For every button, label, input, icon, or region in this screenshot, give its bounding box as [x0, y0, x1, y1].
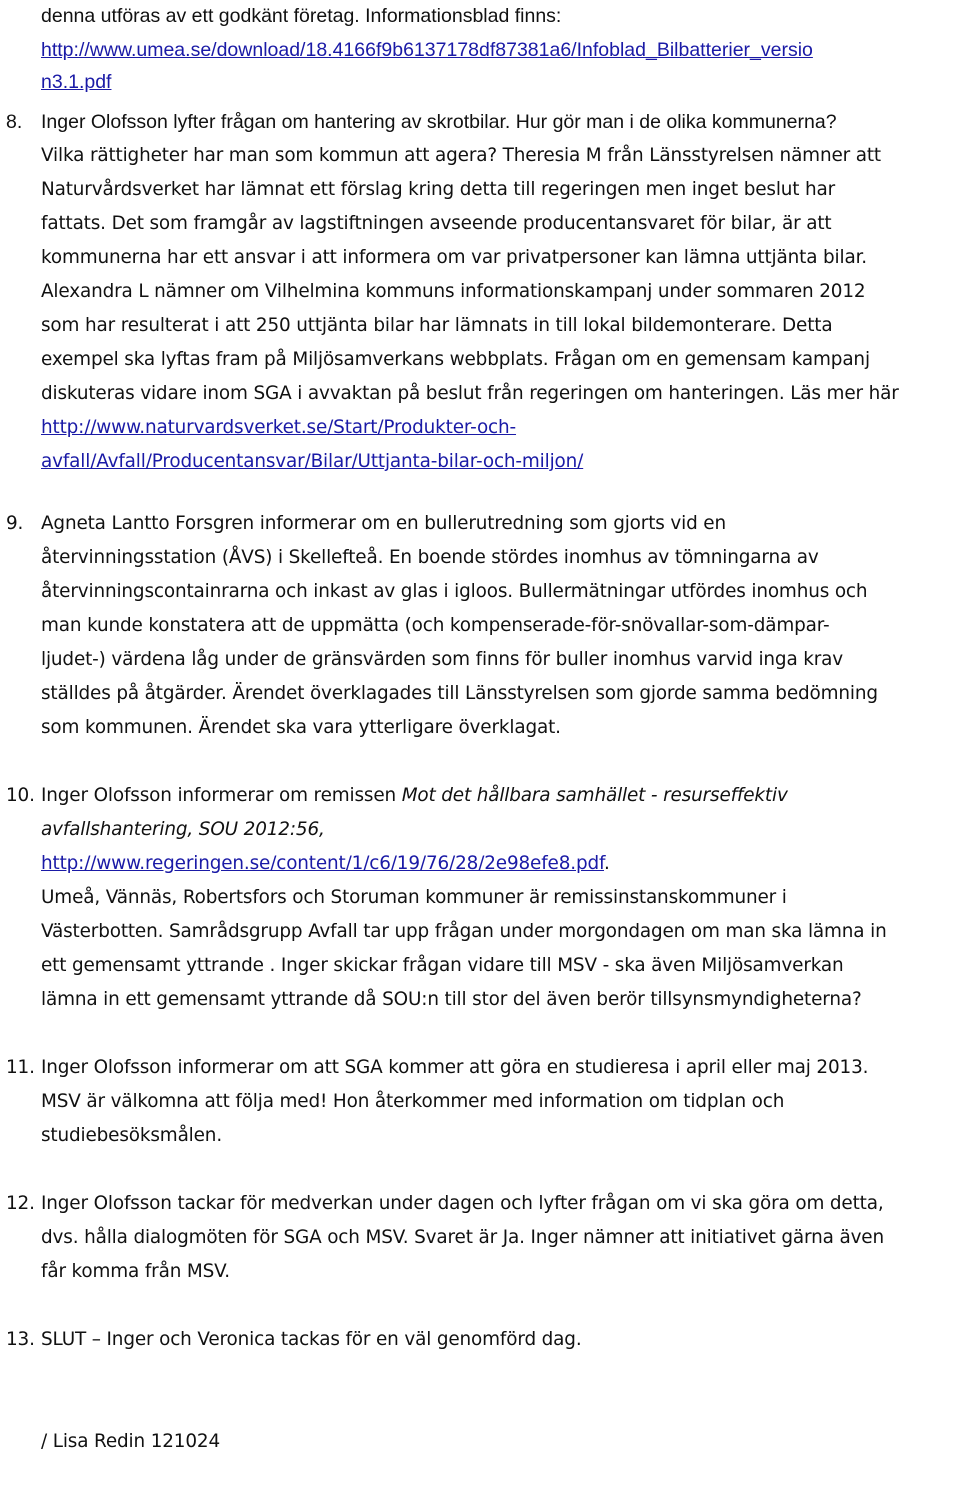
naturvardsverket-link-row [41, 416, 516, 440]
remiss-title-part2: avfallshantering, SOU 2012:56, [41, 819, 325, 840]
item12-line: Inger Olofsson tackar för medverkan under dagen och lyfter frågan om vi ska göra om detta, [41, 1193, 884, 1214]
item12-line: får komma från MSV. [41, 1261, 230, 1282]
item9-line: Agneta Lantto Forsgren informerar om en bullerutredning som gjorts vid en [41, 513, 726, 534]
item9-line: återvinningscontainrarna och inkast av glas i igloos. Bullermätningar utfördes inomhus och [41, 581, 868, 602]
item9-line: ställdes på åtgärder. Ärendet överklagades till Länsstyrelsen som gjorde samma bedömning [41, 683, 878, 704]
item8-line: som har resulterat i att 250 uttjänta bilar har lämnats in till lokal bildemonterare. Detta [41, 315, 833, 336]
item8-line: Alexandra L nämner om Vilhelmina kommuns informationskampanj under sommaren 2012 [41, 281, 866, 302]
infoblad-link-line1[interactable]: http://www.umea.se/download/18.4166f9b6137178df87381a6/Infoblad_Bilbatterier_versio [41, 39, 813, 61]
naturvardsverket-link-line2[interactable]: avfall/Avfall/Producentansvar/Bilar/Uttjanta-bilar-och-miljon/ [41, 451, 584, 472]
item10-line: lämna in ett gemensamt yttrande då SOU:n till stor del även berör tillsynsmyndigheterna? [41, 989, 862, 1010]
item11-line: MSV är välkomna att följa med! Hon återkommer med information om tidplan och [41, 1091, 785, 1112]
item10-line: Umeå, Vännäs, Robertsfors och Storuman kommuner är remissinstanskommuner i [41, 887, 787, 908]
regeringen-link-row [41, 852, 610, 876]
link-trailing-period: . [604, 853, 610, 874]
item8-line: exempel ska lyftas fram på Miljösamverkans webbplats. Frågan om en gemensam kampanj [41, 349, 870, 370]
intro-text: denna utföras av ett godkänt företag. Informationsblad finns: [41, 5, 562, 27]
item10-lead: Inger Olofsson informerar om remissen [41, 785, 402, 806]
item10-first-line [41, 784, 788, 808]
item8-line: kommunerna har ett ansvar i att informera om var privatpersoner kan lämna uttjänta bilar. [41, 247, 867, 268]
naturvardsverket-link-row [41, 450, 583, 474]
infoblad-link-line2[interactable]: n3.1.pdf [41, 71, 112, 93]
item8-line: diskuteras vidare inom SGA i avvaktan på beslut från regeringen om hanteringen. Läs mer här [41, 383, 899, 404]
item10-line: Västerbotten. Samrådsgrupp Avfall tar upp frågan under morgondagen om man ska lämna in [41, 921, 887, 942]
item-number-8: 8. [6, 111, 23, 133]
item-number-9: 9. [6, 513, 24, 534]
item11-line: studiebesöksmålen. [41, 1125, 223, 1146]
item10-line: ett gemensamt yttrande . Inger skickar frågan vidare till MSV - ska även Miljösamverkan [41, 955, 844, 976]
item8-line: Vilka rättigheter har man som kommun att agera? Theresia M från Länsstyrelsen nämner att [41, 145, 881, 166]
signature: / Lisa Redin 121024 [41, 1431, 220, 1452]
item9-line: som kommunen. Ärendet ska vara ytterligare överklagat. [41, 717, 561, 738]
item11-line: Inger Olofsson informerar om att SGA kommer att göra en studieresa i april eller maj 2013. [41, 1057, 869, 1078]
item-number-11: 11. [6, 1057, 35, 1078]
item-number-12: 12. [6, 1193, 35, 1214]
regeringen-link[interactable]: http://www.regeringen.se/content/1/c6/19/76/28/2e98efe8.pdf [41, 853, 604, 874]
item-number-13: 13. [6, 1329, 35, 1350]
item13-line: SLUT – Inger och Veronica tackas för en väl genomförd dag. [41, 1329, 582, 1350]
item9-line: man kunde konstatera att de uppmätta (och kompenserade-för-snövallar-som-dämpar- [41, 615, 830, 636]
item8-line: Naturvårdsverket har lämnat ett förslag kring detta till regeringen men inget beslut har [41, 179, 836, 200]
item12-line: dvs. hålla dialogmöten för SGA och MSV. Svaret är Ja. Inger nämner att initiativet gärna även [41, 1227, 884, 1248]
item-number-10: 10. [6, 785, 35, 806]
remiss-title-part1: Mot det hållbara samhället - resurseffektiv [401, 785, 788, 806]
item9-line: ljudet-) värdena låg under de gränsvärden som finns för buller inomhus varvid inga krav [41, 649, 844, 670]
item8-line: Inger Olofsson lyfter frågan om hantering av skrotbilar. Hur gör man i de olika kommunerna? [41, 111, 837, 133]
item9-line: återvinningsstation (ÅVS) i Skellefteå. En boende stördes inomhus av tömningarna av [41, 547, 819, 568]
naturvardsverket-link-line1[interactable]: http://www.naturvardsverket.se/Start/Produkter-och- [41, 417, 517, 438]
item8-line: fattats. Det som framgår av lagstiftningen avseende producentansvaret för bilar, är att [41, 213, 832, 234]
